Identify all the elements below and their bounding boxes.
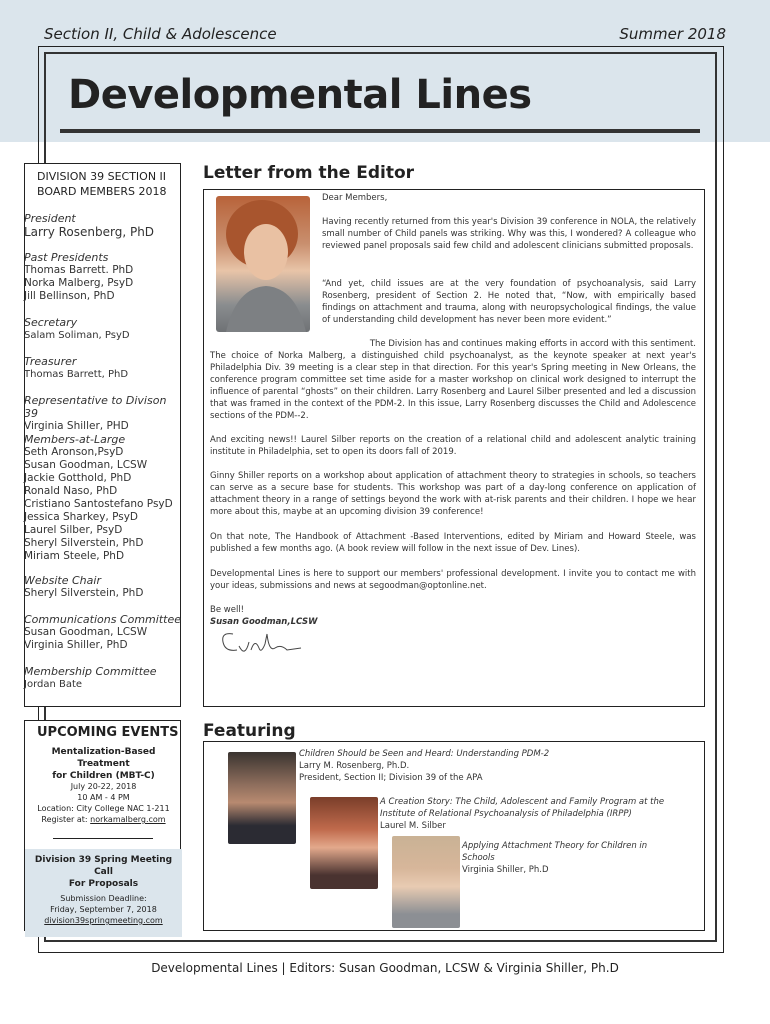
letter-greeting: Dear Members, [322, 193, 388, 203]
treasurer-role: Treasurer [24, 355, 77, 368]
event-program [25, 746, 182, 782]
register-prefix: Register at: [41, 815, 91, 824]
past-president-name: Norka Malberg, PsyD [24, 277, 134, 289]
call-details [25, 893, 182, 926]
deadline-label: Submission Deadline: [60, 894, 147, 903]
feature-author: Virginia Shiller, Ph.D [462, 865, 549, 875]
feature-item [462, 840, 682, 876]
past-presidents-block [24, 251, 181, 303]
membership-name: Jordan Bate [24, 679, 83, 690]
secretary-role: Secretary [24, 316, 78, 329]
featuring-heading: Featuring [203, 721, 296, 741]
events-heading: UPCOMING EVENTS [37, 725, 179, 740]
call-title-line2: For Proposals [68, 879, 139, 889]
member-name: Susan Goodman, LCSW [24, 459, 148, 471]
past-president-name: Thomas Barrett. PhD [24, 264, 134, 276]
membership-block [24, 665, 181, 691]
feature-affiliation: President, Section II; Division 39 of the APA [299, 773, 483, 783]
footer-editors: Developmental Lines | Editors: Susan Goodman, LCSW & Virginia Shiller, Ph.D [151, 961, 619, 975]
letter-closing: Be well! [210, 605, 245, 615]
call-for-proposals [25, 849, 182, 937]
president-block [24, 212, 181, 240]
member-name: Jackie Gotthold, PhD [24, 472, 132, 484]
silber-photo [310, 797, 378, 889]
communications-name: Virginia Shiller, PhD [24, 639, 128, 651]
communications-block [24, 613, 181, 652]
past-presidents-role: Past Presidents [24, 251, 109, 264]
member-name: Sheryl Silverstein, PhD [24, 537, 144, 549]
issue-label: Summer 2018 [619, 25, 726, 43]
board-heading [37, 169, 177, 199]
membership-role: Membership Committee [24, 665, 157, 678]
letter-paragraph-4: And exciting news!! Laurel Silber reports on the creation of a relational child and adolescent analytic training institute in Philadelphia, set to open its doors fall of 2019. [210, 435, 696, 457]
register-link[interactable]: norkamalberg.com [90, 815, 166, 824]
president-name: Larry Rosenberg, PhD [24, 225, 155, 239]
member-name: Ronald Naso, PhD [24, 485, 118, 497]
member-name: Seth Aronson,PsyD [24, 446, 124, 458]
member-name: Jessica Sharkey, PsyD [24, 511, 139, 523]
member-name: Miriam Steele, PhD [24, 550, 125, 562]
members-at-large-block [24, 433, 181, 563]
board-heading-line1: DIVISION 39 SECTION II [37, 170, 167, 183]
event-location: Location: City College NAC 1-211 [37, 804, 170, 813]
representative-block [24, 394, 181, 433]
member-name: Cristiano Santostefano PsyD [24, 498, 173, 510]
letter-paragraph-3: The choice of Norka Malberg, a distinguished child psychoanalyst, as the keynote speaker at next year's Philadelphia Div. 39 meeting is a clear step in that direction. For this year's Spring meeting in New Orleans, the conference program committee set time aside for a master workshop on clinical work designed to interrupt the influence of parental “ghosts” on their children. Larry Rosenberg and Laurel Silber presented and led a discussion that was framed in the context of the PDM-2. In this issue, Larry Rosenberg discusses the Child and Adolescence sections of the PDM--2. [210, 351, 696, 421]
feature-item [380, 796, 680, 832]
website-name: Sheryl Silverstein, PhD [24, 587, 144, 599]
deadline-date: Friday, September 7, 2018 [50, 905, 157, 914]
feature-title: A Creation Story: The Child, Adolescent and Family Program at the Institute of Relational Psychoanalysis of Philadelphia (IRPP) [380, 797, 665, 819]
event-program-line1: Mentalization-Based Treatment [51, 747, 156, 769]
events-divider [53, 838, 153, 839]
letter-paragraph-5: Ginny Shiller reports on a workshop about application of attachment theory to strategies in schools, so teachers can serve as a secure base for students. This workshop was part of a day-long conference on application of attachment theory in a range of settings beyond the work with at-risk parents and their children. I hope we hear more about this, maybe at an upcoming division 39 conference! [210, 471, 696, 517]
section-label: Section II, Child & Adolescence [44, 25, 277, 43]
letter-paragraph-6: On that note, The Handbook of Attachment -Based Interventions, edited by Miriam and Howard Steele, was published a few months ago. (A book review will follow in the next issue of Dev. Lines). [210, 532, 696, 554]
treasurer-name: Thomas Barrett, PhD [24, 369, 129, 380]
feature-author: Larry M. Rosenberg, Ph.D. [299, 761, 410, 771]
upcoming-events-panel [24, 720, 181, 931]
rosenberg-photo [228, 752, 296, 844]
treasurer-block [24, 355, 181, 381]
event-time: 10 AM - 4 PM [77, 793, 130, 802]
event-details [25, 781, 182, 825]
letter-signer: Susan Goodman,LCSW [210, 617, 318, 627]
letter-paragraph-3-start: The Division has and continues making efforts in accord with this sentiment. [369, 339, 696, 349]
letter-paragraph-7: Developmental Lines is here to support our members' professional development. I invite you to contact me with your ideas, submissions and news at segoodman@optonline.net. [210, 569, 696, 591]
communications-name: Susan Goodman, LCSW [24, 626, 148, 638]
past-president-name: Jill Bellinson, PhD [24, 290, 115, 302]
representative-role: Representative to Divison 39 [24, 394, 167, 420]
member-name: Laurel Silber, PsyD [24, 524, 123, 536]
event-program-line2: for Children (MBT-C) [52, 771, 155, 781]
event-register [25, 814, 182, 825]
signature-icon [215, 628, 305, 662]
letter-paragraph-2: “And yet, child issues are at the very foundation of psychoanalysis, said Larry Rosenberg, president of Section 2. He noted that, “Now, with empirically based findings on attachment and trauma, along with neuropsychological findings, the value of understanding child development has never been more evident.” [322, 279, 696, 325]
board-heading-line2: BOARD MEMBERS 2018 [37, 185, 167, 198]
letter-heading: Letter from the Editor [203, 163, 415, 183]
representative-name: Virginia Shiller, PHD [24, 420, 129, 432]
call-title [25, 854, 182, 890]
deadline-link[interactable]: division39springmeeting.com [44, 916, 163, 925]
editor-photo [216, 196, 310, 332]
communications-role: Communications Committee [24, 613, 181, 626]
president-role: President [24, 212, 76, 225]
call-title-line1: Division 39 Spring Meeting Call [34, 855, 173, 877]
website-role: Website Chair [24, 574, 101, 587]
event-date: July 20-22, 2018 [70, 782, 137, 791]
shiller-photo [392, 836, 460, 928]
editor-portrait-icon [216, 196, 310, 332]
feature-author: Laurel M. Silber [380, 821, 446, 831]
secretary-block [24, 316, 181, 342]
secretary-name: Salam Soliman, PsyD [24, 330, 130, 341]
website-chair-block [24, 574, 181, 600]
members-role: Members-at-Large [24, 433, 126, 446]
newsletter-title: Developmental Lines [68, 72, 532, 118]
feature-title: Applying Attachment Theory for Children in Schools [462, 841, 648, 863]
feature-item [299, 748, 699, 784]
feature-title: Children Should be Seen and Heard: Understanding PDM-2 [299, 749, 550, 759]
title-rule [60, 129, 700, 133]
letter-paragraph-1: Having recently returned from this year's Division 39 conference in NOLA, the relatively small number of Child panels was striking. Why was this, I wondered? A colleague who reviewed panel proposals said few child and adolescent clinicians submitted proposals. [322, 217, 696, 251]
